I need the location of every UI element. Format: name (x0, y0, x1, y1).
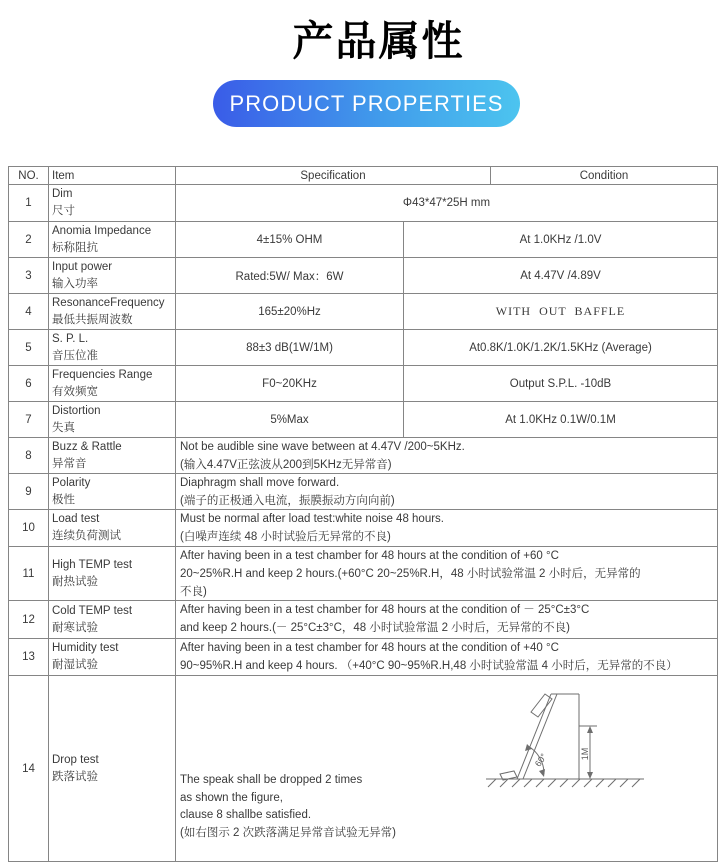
item-cell (49, 185, 176, 222)
merged-spec-cell (176, 438, 718, 474)
item-cell (49, 402, 176, 438)
merged-spec-cell (176, 510, 718, 547)
spec-line: as shown the figure, (180, 791, 283, 804)
item-name-en: Input power (52, 260, 113, 273)
spec-line: clause 8 shallbe satisfied. (180, 809, 312, 821)
spec-line: After having been in a test chamber for 48 hours at the condition of － 25°C±3°C (180, 604, 590, 616)
drop-test-description (180, 772, 396, 842)
item-name-en: Polarity (52, 476, 91, 489)
item-name-en: Drop test (52, 753, 99, 766)
spec-line: and keep 2 hours.(－ 25°C±3°C，48 小时试验常温 2 小时后，无异常的不良) (180, 622, 570, 634)
col-header-no: NO. (9, 167, 49, 185)
table-row (9, 366, 718, 402)
table-row (9, 402, 718, 438)
spec-cell: 165±20%Hz (176, 294, 404, 330)
condition-cell: Output S.P.L. -10dB (404, 366, 718, 402)
height-label: 1M (580, 747, 590, 761)
row-no: 12 (9, 601, 49, 639)
col-header-condition: Condition (491, 167, 718, 185)
item-name-zh: 音压位准 (52, 349, 98, 362)
item-name-en: S. P. L. (52, 332, 89, 345)
table-row (9, 294, 718, 330)
item-name-en: Cold TEMP test (52, 604, 133, 617)
spec-line: 20~25%R.H and keep 2 hours.(+60°C 20~25%R.H，48 小时试验常温 2 小时后，无异常的 (180, 568, 641, 580)
condition-cell: At0.8K/1.0K/1.2K/1.5KHz (Average) (404, 330, 718, 366)
row-no: 8 (9, 438, 49, 474)
item-name-en: Humidity test (52, 642, 119, 654)
merged-spec-cell (176, 601, 718, 639)
item-name-zh: 尺寸 (52, 205, 75, 217)
table-row (9, 222, 718, 258)
table-row (9, 601, 718, 639)
row-no: 3 (9, 258, 49, 294)
row-no: 9 (9, 474, 49, 510)
item-cell (49, 601, 176, 639)
spec-line: (输入4.47V正弦波从200到5KHz无异常音) (180, 459, 392, 471)
row-no: 1 (9, 185, 49, 222)
spec-cell: 5%Max (176, 402, 404, 438)
item-name-zh: 标称阻抗 (52, 241, 98, 254)
condition-cell: At 1.0KHz 0.1W/0.1M (404, 402, 718, 438)
spec-line: (如右图示 2 次跌落满足异常音试验无异常) (180, 826, 396, 839)
item-name-zh: 异常音 (52, 457, 87, 470)
spec-line: 90~95%R.H and keep 4 hours. （+40°C 90~95%R.H,48 小时试验常温 4 小时后，无异常的不良） (180, 660, 678, 672)
item-name-zh: 耐热试验 (52, 575, 98, 588)
spec-cell: Rated:5W/ Max：6W (176, 258, 404, 294)
col-header-specification: Specification (176, 167, 491, 185)
row-no: 14 (9, 676, 49, 862)
item-name-en: Distortion (52, 404, 101, 417)
row-no: 5 (9, 330, 49, 366)
merged-spec-cell (176, 547, 718, 601)
table-row (9, 438, 718, 474)
table-header-row (9, 167, 718, 185)
spec-cell: F0~20KHz (176, 366, 404, 402)
spec-line: 不良) (180, 586, 207, 598)
row-no: 2 (9, 222, 49, 258)
row-no: 4 (9, 294, 49, 330)
item-cell (49, 258, 176, 294)
row-no: 11 (9, 547, 49, 601)
spec-line: (白噪声连续 48 小时试验后无异常的不良) (180, 531, 391, 543)
item-name-zh: 耐湿试验 (52, 659, 98, 671)
item-name-en: Anomia Impedance (52, 224, 152, 237)
item-name-zh: 失真 (52, 421, 75, 434)
row-no: 7 (9, 402, 49, 438)
merged-spec-cell (176, 676, 718, 862)
item-name-zh: 连续负荷测试 (52, 530, 121, 542)
product-properties-banner (213, 80, 520, 127)
item-name-zh: 有效频宽 (52, 385, 98, 398)
spec-line: Diaphragm shall move forward. (180, 477, 340, 489)
item-cell (49, 222, 176, 258)
drop-test-figure (484, 684, 649, 802)
spec-line: After having been in a test chamber for 48 hours at the condition of +40 °C (180, 642, 559, 654)
col-header-item: Item (49, 167, 176, 185)
table-row (9, 676, 718, 862)
condition-cell: At 1.0KHz /1.0V (404, 222, 718, 258)
item-cell (49, 438, 176, 474)
item-name-en: Buzz & Rattle (52, 440, 122, 453)
spec-line: Not be audible sine wave between at 4.47V /200~5KHz. (180, 441, 465, 453)
page-title: 产品属性 (292, 18, 465, 64)
spec-line: Must be normal after load test:white noise 48 hours. (180, 513, 445, 525)
item-name-en: Load test (52, 513, 100, 525)
row-no: 6 (9, 366, 49, 402)
table-row (9, 547, 718, 601)
table-row (9, 330, 718, 366)
item-cell (49, 510, 176, 547)
item-name-en: Frequencies Range (52, 368, 153, 381)
item-name-zh: 输入功率 (52, 277, 98, 290)
table-row (9, 258, 718, 294)
spec-line: The speak shall be dropped 2 times (180, 774, 363, 786)
angle-label: 60° (532, 751, 549, 769)
item-cell (49, 366, 176, 402)
item-name-en: ResonanceFrequency (52, 296, 165, 309)
merged-spec-cell (176, 474, 718, 510)
row-no: 10 (9, 510, 49, 547)
item-cell (49, 639, 176, 676)
merged-spec-cell (176, 639, 718, 676)
item-name-zh: 耐寒试验 (52, 621, 98, 634)
item-name-zh: 最低共振周波数 (52, 313, 133, 326)
item-cell (49, 330, 176, 366)
condition-cell: At 4.47V /4.89V (404, 258, 718, 294)
spec-cell: 88±3 dB(1W/1M) (176, 330, 404, 366)
merged-spec-cell: Φ43*47*25H mm (176, 185, 718, 222)
spec-line: (端子的正极通入电流，振膜振动方向向前) (180, 495, 395, 507)
banner-label: PRODUCT PROPERTIES (229, 90, 504, 116)
item-name-en: High TEMP test (52, 558, 133, 571)
item-name-zh: 极性 (52, 493, 75, 506)
table-row (9, 510, 718, 547)
item-cell (49, 676, 176, 862)
table-row (9, 474, 718, 510)
row-no: 13 (9, 639, 49, 676)
condition-cell: WITH OUT BAFFLE (404, 294, 718, 330)
item-name-zh: 跌落试验 (52, 770, 98, 783)
table-row (9, 639, 718, 676)
item-cell (49, 547, 176, 601)
page (0, 8, 719, 839)
item-name-en: Dim (52, 188, 73, 200)
ground-hatch (488, 779, 640, 787)
spec-cell: 4±15% OHM (176, 222, 404, 258)
properties-table (8, 166, 718, 862)
spec-line: After having been in a test chamber for 48 hours at the condition of +60 °C (180, 550, 559, 562)
item-cell (49, 294, 176, 330)
table-row (9, 185, 718, 222)
item-cell (49, 474, 176, 510)
